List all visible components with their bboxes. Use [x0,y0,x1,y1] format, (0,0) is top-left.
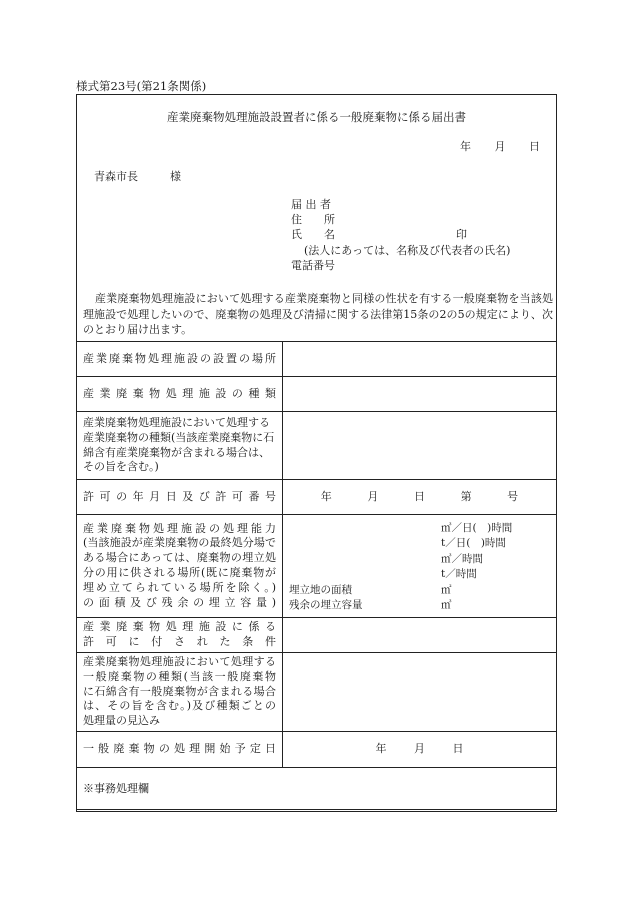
applicant-header: 届 出 者 [291,198,331,211]
type-label: 産業廃棄物処理施設の種類 [77,377,283,412]
phone-label[interactable]: 電話番号 [291,258,335,272]
name-label[interactable]: 氏 名 [291,228,335,242]
landfill-area-label: 埋立地の面積 [289,584,352,596]
location-field[interactable] [283,342,557,377]
landfill-area-unit: ㎡ [441,584,452,596]
address-label[interactable]: 住 所 [291,213,335,227]
location-label: 産業廃棄物処理施設の設置の場所 [77,342,283,377]
permit-field[interactable] [283,480,557,515]
form-table [76,341,557,812]
remaining-volume-unit: ㎥ [441,599,452,611]
start-year: 年 [375,742,387,756]
form-number: 様式第23号(第21条関係) [76,79,207,93]
permit-label: 許可の年月日及び許可番号 [77,480,283,515]
permit-no-suffix: 号 [507,489,519,503]
unit-t-hour: t／時間 [441,568,477,580]
form-title: 産業廃棄物処理施設設置者に係る一般廃棄物に係る届出書 [167,110,466,124]
addressee [94,168,181,184]
form-frame [76,94,557,810]
type-field[interactable] [283,377,557,412]
waste-type-label: 産業廃棄物処理施設において処理する 産業廃棄物の種類(当該産業廃棄物に石 綿含有産業廃棄物が含まれる場合は、 その旨を含む。) [77,412,283,480]
capacity-label: 産業廃棄物処理施設の処理能力 (当該施設が産業廃棄物の最終処分場で ある場合にあっては、廃棄物の埋立処 分の用に供される場所(既に廃棄物が 埋め立てられている場所を除く。) の面積及び残余の埋立容量) [77,515,283,618]
date-year: 年 [460,140,471,153]
date-day: 日 [529,140,540,153]
permit-month: 月 [367,489,379,503]
office-use-field[interactable]: ※事務処理欄 [77,768,557,812]
conditions-label: 産業廃棄物処理施設に係る 許可に付された条件 [77,618,283,653]
row-office [77,768,557,812]
unit-t-day: t／日( )時間 [441,537,506,549]
unit-m3-hour: ㎥／時間 [441,553,483,565]
start-day: 日 [452,742,464,756]
row-waste-type [77,412,557,480]
row-type [77,377,557,412]
capacity-field[interactable] [283,515,557,618]
permit-day: 日 [413,489,425,503]
unit-m3-day: ㎥／日( )時間 [441,522,513,534]
declaration-text: 産業廃棄物処理施設において処理する産業廃棄物と同様の性状を有する一般廃棄物を当該処理施設で処理したいので、廃棄物の処理及び清掃に関する法律第15条の2の5の規定により、次のとおり届け出ます。 [83,292,553,336]
row-permit [77,480,557,515]
form-header [77,95,556,342]
start-date-label: 一般廃棄物の処理開始予定日 [77,732,283,768]
submission-date[interactable] [440,138,540,154]
row-conditions [77,618,557,653]
general-waste-field[interactable] [283,653,557,732]
general-waste-label: 産業廃棄物処理施設において処理する 一般廃棄物の種類(当該一般廃棄物 に石綿含有一般廃棄物が含まれる場合 は、その旨を含む。)及び種類ごとの 処理量の見込み [77,653,283,732]
permit-year: 年 [320,489,332,503]
row-general-waste [77,653,557,732]
date-month: 月 [494,140,506,153]
addressee-name: 青森市長 [94,170,138,183]
applicant-block [291,197,510,273]
permit-no-label: 第 [460,489,472,503]
start-month: 月 [414,742,425,756]
row-start-date [77,732,557,768]
conditions-field[interactable] [283,618,557,653]
remaining-volume-label: 残余の埋立容量 [289,599,363,611]
corporate-note: (法人にあっては、名称及び代表者の氏名) [304,243,511,257]
row-capacity [77,515,557,618]
start-date-field[interactable] [283,732,557,768]
waste-type-field[interactable] [283,412,557,480]
row-location [77,342,557,377]
seal-mark: 印 [456,228,467,241]
addressee-honorific: 様 [170,170,181,183]
